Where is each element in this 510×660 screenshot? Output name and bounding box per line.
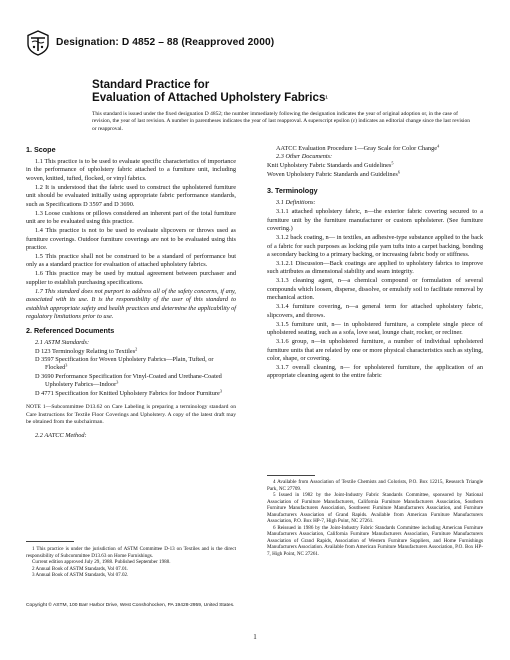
other-document-text: Woven Upholstery Fabric Standards and Guidelines <box>267 170 398 178</box>
footnote-mark: 3 <box>116 379 119 385</box>
other-document-text: Knit Upholstery Fabric Standards and Guidelines <box>267 162 392 170</box>
footnote: 1 This practice is under the jurisdiction of ASTM Committee D-13 on Textiles and is the direct responsibility of Subcommittee D13.63 on Home Furnishings. <box>26 546 236 559</box>
footnote-divider-right <box>267 475 315 476</box>
title-footnote-mark: 1 <box>325 94 328 100</box>
section-heading-scope: 1. Scope <box>26 145 56 154</box>
paragraph-1-5: 1.5 This practice shall not be construed to be a standard of performance but only as a standard practice for evaluation of attached upholstery fabrics. <box>26 252 236 269</box>
title-line-1: Standard Practice for <box>92 78 210 91</box>
paragraph-1-7: 1.7 This standard does not purport to address all of the safety concerns, if any, associated with its use. It is the responsibility of the user of this standard to establish appropriate safety and health practices and determine the applicability of regulatory limitations prior to use. <box>26 287 236 321</box>
paragraph-3-1-4: 3.1.4 furniture covering, n—a general term for attached upholstery fabric, slipcovers, and throws. <box>267 303 483 319</box>
astm-logo-icon <box>26 30 50 56</box>
copyright-line: Copyright © ASTM, 100 Barr Harbor Drive, West Conshohocken, PA 19428-2959, United States. <box>26 603 235 608</box>
footnote-divider-left <box>26 541 74 542</box>
paragraph-1-4: 1.4 This practice is not to be used to evaluate slipcovers or throws used as furniture coverings. Outdoor furniture coverings are not to be evaluated using this practice. <box>26 227 236 252</box>
reference-item <box>35 356 236 373</box>
title-line-2-text: Evaluation of Attached Upholstery Fabrics <box>92 91 326 104</box>
page-number: 1 <box>253 633 257 641</box>
paragraph-2-3: 2.3 Other Documents: <box>276 153 333 161</box>
paragraph-3-1-1: 3.1.1 attached upholstery fabric, n—the exterior fabric covering secured to a furniture unit by the furniture manufacturer or custom upholsterer. (See furniture covering.) <box>267 208 483 233</box>
paragraph-1-3: 1.3 Loose cushions or pillows considered an inherent part of the total furniture unit are to be evaluated using this practice. <box>26 209 236 226</box>
right-column <box>267 145 483 381</box>
paragraph-3-1-6: 3.1.6 group, n—in upholstered furniture, a number of individual upholstered furniture units that are related by one or more physical characteristics such as styling, color, shape, or covering. <box>267 338 483 362</box>
paragraph-3-1-2: 3.1.2 back coating, n— in textiles, an adhesive-type substance applied to the back of a fabric for such purposes as locking pile yarn tufts into a carpet backing, bonding a secondary backing to a primary backing, or increasing fabric body or stiffness. <box>267 234 483 259</box>
paragraph-3-1: 3.1 Definitions: <box>276 199 316 207</box>
footnote-mark: 6 <box>397 169 400 175</box>
other-document-knit <box>267 162 483 170</box>
document-title <box>92 78 472 104</box>
reference-text: D 123 Terminology Relating to Textiles <box>35 347 136 355</box>
left-column <box>26 145 236 441</box>
aatcc-procedure-text: AATCC Evaluation Procedure 1—Gray Scale for Color Change <box>276 145 438 152</box>
footnotes-left <box>26 546 236 579</box>
footnote-mark: 5 <box>391 160 394 166</box>
footnote: 4 Available from Association of Textile Chemists and Colorists, P.O. Box 12215, Research Triangle Park, NC 27709. <box>267 479 483 492</box>
footnote: 3 Annual Book of ASTM Standards, Vol 07.02. <box>32 572 129 578</box>
reference-item <box>35 348 236 356</box>
footnote: 6 Reissued in 1986 by the Joint-Industry Fabric Standards Committee including American Furniture Manufacturers Association, California Furniture Manufacturers Association, Furniture Manufacturers Association of Grand Rapids, Association of Western Furniture Suppliers, and Home Furnishings Manufacturers Association. Available from American Furniture Manufacturers Association, P.O. Box HP-7, High Point, NC 27261. <box>267 524 483 557</box>
footnote-mark: 3 <box>65 362 68 368</box>
aatcc-procedure <box>267 145 483 153</box>
paragraph-1-1: 1.1 This practice is to be used to evaluate specific characteristics of importance in the performance of upholstery fabric attached to a furniture unit, including woven, knitted, tufted, flocked, or vinyl fabrics. <box>26 158 236 182</box>
designation: Designation: D 4852 – 88 (Reapproved 2000) <box>56 37 275 48</box>
footnotes-right <box>267 479 483 557</box>
paragraph-3-1-7: 3.1.7 overall cleaning, n— for upholstered furniture, the application of an appropriate cleaning agent to the entire fabric <box>267 363 483 380</box>
footnote-mark: 3 <box>219 388 222 394</box>
section-heading-referenced-documents: 2. Referenced Documents <box>26 325 115 335</box>
title-line-2 <box>92 91 472 104</box>
reference-text: D 3690 Performance Specification for Vinyl-Coated and Urethane-Coated Upholstery Fabrics—Indoor <box>35 372 222 389</box>
paragraph-2-1: 2.1 ASTM Standards: <box>35 338 90 346</box>
paragraph-1-6: 1.6 This practice may be used by mutual agreement between purchaser and supplier to establish purchasing specifications. <box>26 270 236 286</box>
footnote: 5 Issued in 1982 by the Joint-Industry Fabric Standards Committee, sponsored by National Association of Furniture Manufacturers, California Furniture Manufacturers Association, Southern Furniture Manufacturers Association, Southwest Furniture Manufacturers Association, and Furniture Manufacturers Association of Grand Rapids. Available from American Furniture Manufacturers Association, P.O. Box HP-7, High Point, NC 27261. <box>267 492 483 524</box>
reference-text: D 4771 Specification for Knitted Upholstery Fabrics for Indoor Furniture <box>35 389 220 397</box>
other-document-woven <box>267 171 483 179</box>
note-1: NOTE 1—Subcommittee D13.62 on Care Labeling is preparing a terminology standard on Care Instructions for Textile Floor Coverings and Upholstery. A copy of the latest draft may be obtained from the subchairman. <box>26 404 236 425</box>
paragraph-3-1-3: 3.1.3 cleaning agent, n—a chemical compound or formulation of several compounds which loosen, disperse, dissolve, or emulsify soil to facilitate removal by mechanical action. <box>267 277 483 302</box>
reference-text: D 3597 Specification for Woven Upholstery Fabrics—Plain, Tufted, or Flocked <box>35 356 214 372</box>
footnote: Current edition approved July 29, 1988. Published September 1988. <box>32 559 171 565</box>
footnote-mark: 2 <box>135 346 138 352</box>
section-heading-terminology: 3. Terminology <box>267 186 318 196</box>
footnote: 2 Annual Book of ASTM Standards, Vol 07.01. <box>32 565 129 572</box>
paragraph-1-2: 1.2 It is understood that the fabric used to construct the upholstered furniture unit should be evaluated initially using appropriate fabric performance standards, such as Specifications D 3597 and D 3690. <box>26 183 236 208</box>
standard-intro: This standard is issued under the fixed designation D 4852; the number immediately following the designation indicates the year of original adoption or, in the case of revision, the year of last revision. A number in parentheses indicates the year of last reapproval. A superscript epsilon (ε) indicates an editorial change since the last revision or reapproval. <box>92 111 471 132</box>
reference-item <box>35 390 236 398</box>
reference-item <box>35 373 236 390</box>
paragraph-3-1-5: 3.1.5 furniture unit, n— in upholstered furniture, a complete single piece of upholstered seating, such as a sofa, love seat, lounge chair, rocker, or recliner. <box>267 320 483 337</box>
paragraph-2-2: 2.2 AATCC Method: <box>35 432 87 440</box>
footnote-mark: 4 <box>437 143 440 149</box>
paragraph-3-1-2-1: 3.1.2.1 Discussion—Back coatings are applied to upholstery fabrics to improve such attributes as dimensional stability and seam integrity. <box>267 259 483 276</box>
